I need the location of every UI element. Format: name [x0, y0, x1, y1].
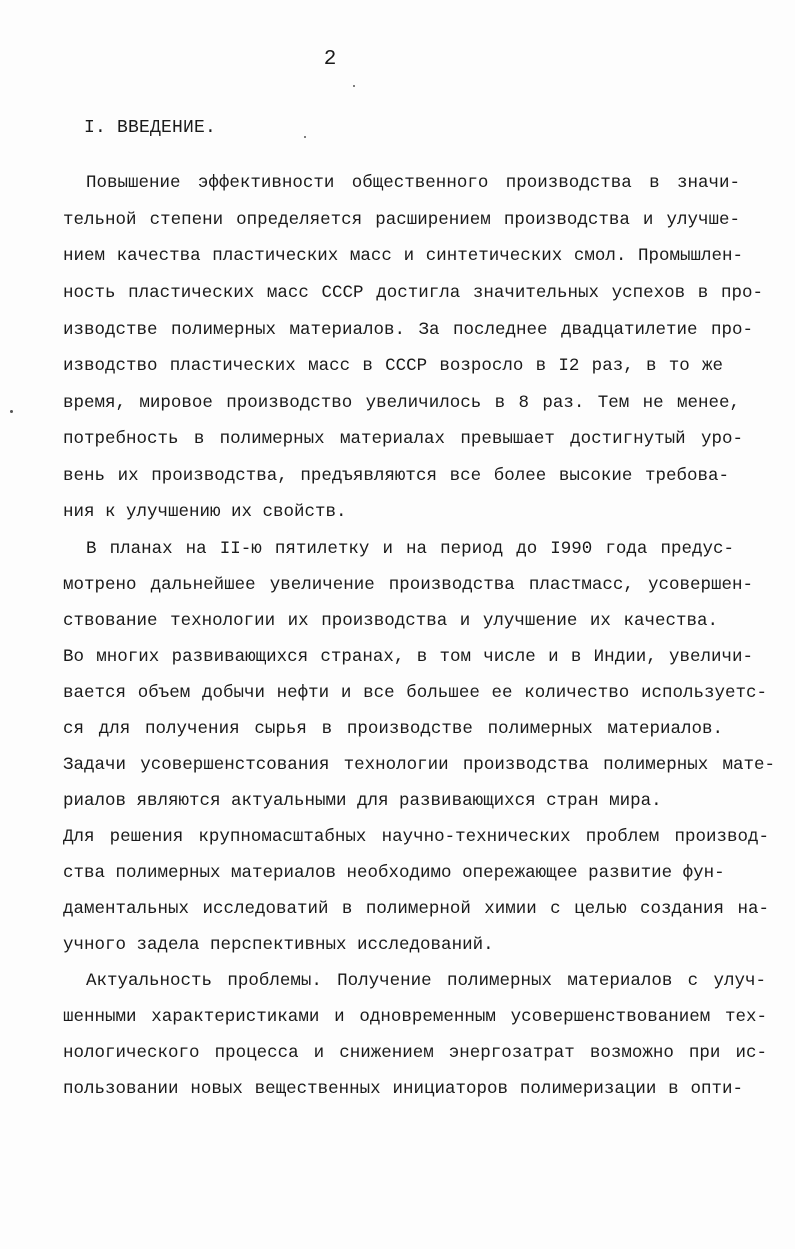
text-line: В планах на II-ю пятилетку и на период до I990 года предус-	[86, 539, 734, 559]
text-line: потребность в полимерных материалах превышает достигнутый уро-	[63, 429, 743, 449]
text-line: ствование технологии их производства и улучшение их качества.	[63, 611, 718, 631]
text-line: вается объем добычи нефти и все большее ее количество используетс-	[63, 683, 767, 703]
text-line: даментальных исследоватий в полимерной химии с целью создания на-	[63, 899, 769, 919]
text-line: ния к улучшению их свойств.	[63, 502, 347, 522]
text-line: Задачи усовершенстсования технологии производства полимерных мате-	[63, 755, 775, 775]
text-line: учного задела перспективных исследований.	[63, 935, 494, 955]
text-line: время, мировое производство увеличилось в 8 раз. Тем не менее,	[63, 393, 740, 413]
text-line: Актуальность проблемы. Получение полимерных материалов с улуч-	[86, 971, 766, 991]
scan-speck	[304, 136, 306, 138]
text-line: пользовании новых вещественных инициаторов полимеризации в опти-	[63, 1079, 743, 1099]
text-line: Для решения крупномасштабных научно-технических проблем производ-	[63, 827, 769, 847]
text-line: изводство пластических масс в СССР возросло в I2 раз, в то же	[63, 356, 723, 376]
text-line: ства полимерных материалов необходимо опережающее развитие фун-	[63, 863, 725, 883]
scan-speck	[10, 410, 13, 413]
section-heading: I. ВВЕДЕНИЕ.	[84, 118, 217, 138]
scan-speck	[353, 85, 355, 87]
text-line: ся для получения сырья в производстве полимерных материалов.	[63, 719, 723, 739]
text-line: нологического процесса и снижением энергозатрат возможно при ис-	[63, 1043, 767, 1063]
text-line: риалов являются актуальными для развивающихся стран мира.	[63, 791, 662, 811]
text-line: тельной степени определяется расширением производства и улучше-	[63, 210, 740, 230]
text-line: ность пластических масс СССР достигла значительных успехов в про-	[63, 283, 763, 303]
text-line: шенными характеристиками и одновременным усовершенствованием тех-	[63, 1007, 767, 1027]
text-line: изводстве полимерных материалов. За последнее двадцатилетие про-	[63, 320, 753, 340]
text-line: нием качества пластических масс и синтетических смол. Промышлен-	[63, 246, 743, 266]
text-line: мотрено дальнейшее увеличение производства пластмасс, усовершен-	[63, 575, 753, 595]
text-line: вень их производства, предъявляются все более высокие требова-	[63, 466, 729, 486]
page-number: 2	[323, 48, 337, 71]
text-line: Повышение эффективности общественного производства в значи-	[86, 173, 740, 193]
text-line: Во многих развивающихся странах, в том числе и в Индии, увеличи-	[63, 647, 753, 667]
